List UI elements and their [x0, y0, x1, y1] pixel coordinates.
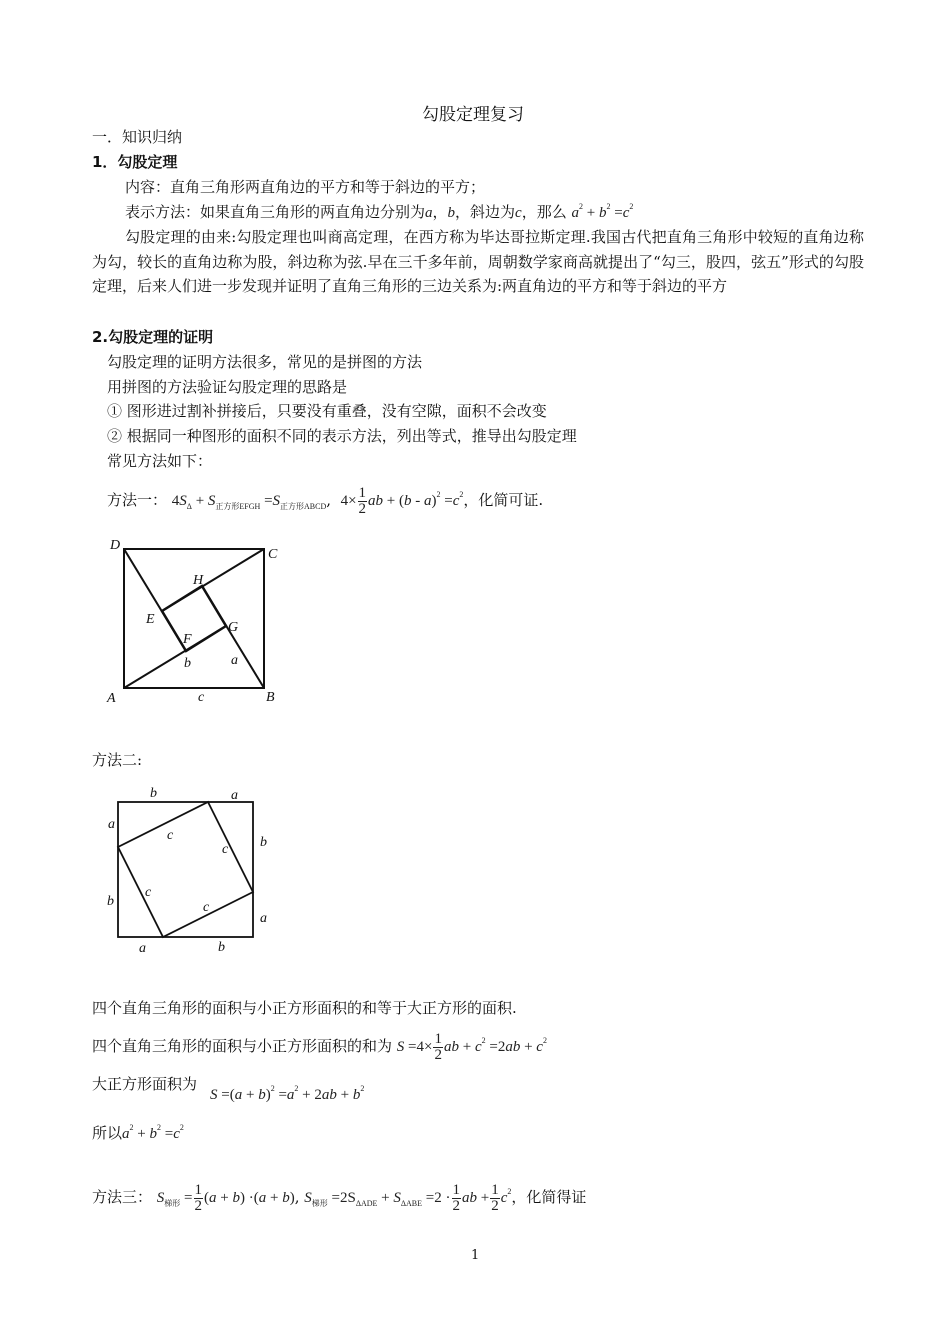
method2-conclusion-formula: $a^2 + b^2 =c^2$	[122, 1123, 184, 1142]
label-c-left: c	[145, 885, 152, 900]
section-heading-knowledge: 一．知识归纳	[92, 128, 183, 146]
heading-theorem-proof: 2.勾股定理的证明	[92, 328, 214, 346]
label-c: c	[198, 690, 205, 705]
label-left-b: b	[107, 894, 114, 909]
method2-sum-prefix: 四个直角三角形的面积与小正方形面积的和为	[92, 1037, 393, 1055]
method1-formula-area: $4S_\Delta + S_{正方形EFGH} =S_{正方形ABCD}$	[171, 493, 327, 511]
label-left-a: a	[108, 817, 115, 832]
label-c-top: c	[167, 828, 174, 843]
method3-formula-trapezoid: $S_{梯形}$ = $\frac{1}{2}$ (a + b) ·(a + b)	[156, 1182, 295, 1215]
proof-line-1: 勾股定理的证明方法很多，常见的是拼图的方法	[107, 353, 423, 371]
figure-method2-square-diagram	[100, 780, 280, 960]
label-c-right: c	[222, 842, 229, 857]
document-title: 勾股定理复习	[422, 105, 524, 125]
label-top-b: b	[150, 786, 157, 801]
label-D: D	[110, 538, 121, 553]
representation-sep1: ，	[432, 203, 448, 221]
method2-area-line	[92, 1073, 197, 1094]
proof-line-3: ① 图形进过割补拼接后，只要没有重叠，没有空隙，面积不会改变	[107, 402, 547, 420]
proof-line-4: ② 根据同一种图形的面积不同的表示方法，列出等式，推导出勾股定理	[107, 427, 577, 445]
var-c: c	[515, 205, 522, 221]
method1-line: 方法一： $4S_\Delta + S_{正方形EFGH} =S_{正方形ABCD}$, 4× $\frac{1}{2}$ ab + $(b - a)^2 =c^2$，化简可证.	[107, 485, 544, 518]
label-c-bottom: c	[203, 900, 210, 915]
var-a: a	[425, 205, 433, 221]
method1-tail: ，化简可证.	[463, 491, 544, 509]
heading-pythagorean-theorem: 1．勾股定理	[92, 153, 178, 171]
method3-line: 方法三： $S_{梯形}$ = $\frac{1}{2}$ (a + b) ·(a + b), $S_{梯形} =2S_{\Delta ADE} + S_{\Delta ABE} =2$ · $\frac{1}{2}$ ab + $\frac{1}{2}$ $c^2$，化简得证	[92, 1182, 587, 1215]
pythagorean-formula: $a^2 + b^2 =c^2$	[571, 202, 634, 221]
label-B: B	[266, 690, 275, 705]
theorem-origin-paragraph: 勾股定理的由来:勾股定理也叫商高定理，在西方称为毕达哥拉斯定理.我国古代把直角三角形中较短的直角边称为勾，较长的直角边称为股，斜边称为弦.早在三千多年前，周朝数学家商高就提出了“勾三，股四，弦五”形式的勾股定理，后来人们进一步发现并证明了直角三角形的三边关系为:两直角边的平方和等于斜边的平方	[92, 228, 864, 295]
method1-label: 方法一：	[107, 491, 168, 509]
method3-formula-sum: $S_{梯形} =2S_{\Delta ADE} + S_{\Delta ABE} =2$ · $\frac{1}{2}$ ab + $\frac{1}{2}$ $c^2$	[304, 1182, 512, 1215]
method2-statement: 四个直角三角形的面积与小正方形面积的和等于大正方形的面积.	[92, 999, 517, 1017]
label-bottom-a: a	[139, 941, 146, 956]
label-A: A	[107, 691, 116, 706]
representation-prefix: 表示方法：如果直角三角形的两直角边分别为	[125, 203, 426, 221]
label-C: C	[268, 547, 278, 562]
method1-formula-expand: 4× $\frac{1}{2}$ ab + $(b - a)^2 =c^2$	[340, 485, 464, 518]
proof-line-5: 常见方法如下：	[107, 452, 213, 470]
method2-label: 方法二:	[92, 751, 143, 769]
method3-tail: ，化简得证	[511, 1188, 587, 1206]
proof-line-2: 用拼图的方法验证勾股定理的思路是	[107, 378, 348, 396]
label-bottom-b: b	[218, 940, 225, 955]
label-H: H	[193, 573, 204, 588]
theorem-representation	[125, 201, 633, 222]
label-right-b: b	[260, 835, 267, 850]
method3-label: 方法三：	[92, 1188, 153, 1206]
method2-sum-formula: S =4× $\frac{1}{2}$ ab + $c^2 =2ab + c^2$	[396, 1031, 547, 1064]
theorem-content: 内容：直角三角形两直角边的平方和等于斜边的平方；	[125, 178, 486, 196]
figure-method1-square-diagram	[100, 535, 290, 710]
label-b: b	[184, 656, 191, 671]
method2-conclusion	[92, 1122, 184, 1143]
page-number: 1	[471, 1248, 480, 1263]
method2-so-prefix: 所以	[92, 1124, 123, 1142]
label-F: F	[183, 632, 192, 647]
label-a: a	[231, 653, 238, 668]
representation-sep2: ，斜边为	[455, 203, 516, 221]
label-top-a: a	[231, 788, 238, 803]
method2-area-prefix: 大正方形面积为	[92, 1075, 198, 1093]
label-G: G	[228, 620, 239, 635]
representation-sep3: ，那么	[521, 203, 567, 221]
var-b: b	[447, 205, 456, 221]
label-right-a: a	[260, 911, 267, 926]
method2-area-formula: $S =(a + b)^2 =a^2 + 2ab + b^2$	[210, 1084, 365, 1103]
label-E: E	[146, 612, 155, 627]
method2-sum-line	[92, 1024, 547, 1064]
